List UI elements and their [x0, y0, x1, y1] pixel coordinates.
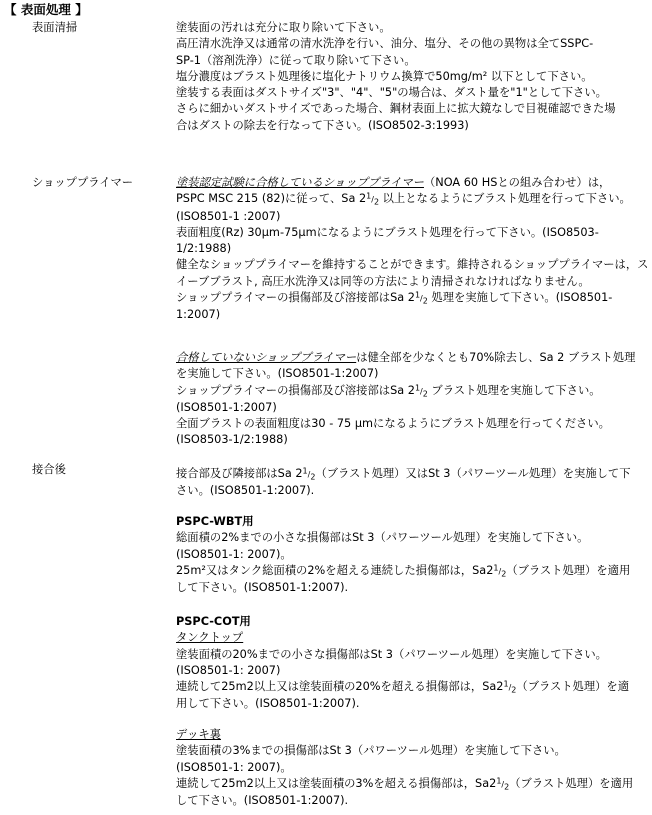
text-line: さい。(ISO8501-1:2007). — [176, 484, 315, 498]
certified-primer-heading: 塗装認定試験に合格しているショッププライマー — [176, 176, 424, 189]
text-fragment: （ブラスト処理）を適用 — [509, 776, 634, 790]
text-line: 塗装面積の20%までの小さな損傷部はSt 3（パワーツール処理）を実施して下さい。 — [176, 647, 607, 661]
uncertified-primer-heading: 合格していないショッププライマー — [176, 351, 357, 364]
text-line: 用して下さい。(ISO8501-1:2007). — [176, 697, 360, 711]
shop-primer-uncertified-text — [176, 350, 644, 449]
deck-back-subheading: デッキ裏 — [176, 728, 221, 741]
text-fragment: は健全部を少なくとも70%除去し、Sa 2 ブラスト処理 — [356, 351, 636, 364]
after-joining-text — [176, 466, 644, 500]
fraction-half: $^1/_2$ — [496, 776, 510, 792]
surface-cleaning-text — [176, 20, 644, 134]
text-line: イーブブラスト, 高圧水洗浄又は同等の方法により清掃されなければなりません。 — [176, 274, 590, 288]
text-line: 塗装する表面はダストサイズ"3"、"4"、"5"の場合は、ダスト量を"1"として下さい。 — [176, 86, 607, 100]
text-fragment: ブラスト処理を実施して下さい。 — [427, 383, 601, 397]
text-line: 合はダストの除去を行なって下さい。(ISO8502-3:1993) — [176, 118, 469, 132]
shop-primer-certified-text — [176, 175, 649, 324]
label-after-joining: 接合後 — [32, 463, 66, 476]
fraction-half: $^1/_2$ — [493, 563, 507, 579]
text-fragment: 接合部及び隣接部はSa 2 — [176, 467, 303, 480]
pspc-cot-section — [176, 614, 644, 713]
pspc-wbt-section — [176, 514, 644, 596]
text-line: (ISO8501-1: 2007)。 — [176, 760, 292, 774]
fraction-half: $^1/_2$ — [366, 191, 380, 207]
text-line: (ISO8503-1/2:1988) — [176, 433, 288, 447]
pspc-cot-heading: PSPC-COT用 — [176, 615, 251, 628]
fraction-half: $^1/_2$ — [503, 679, 517, 695]
text-line: を実施して下さい。(ISO8501-1:2007) — [176, 367, 379, 381]
text-line: して下さい。(ISO8501-1:2007). — [176, 794, 349, 808]
text-line: 総面積の2%までの小さな損傷部はSt 3（パワーツール処理）を実施して下さい。 — [176, 531, 589, 545]
text-line: 高圧清水洗浄又は通常の清水洗浄を行い、油分、塩分、その他の異物は全てSSPC- — [176, 37, 594, 51]
text-line: 1/2:1988) — [176, 242, 232, 256]
text-fragment: （ブラスト処理）を適用 — [506, 563, 631, 577]
text-line: 塩分濃度はブラスト処理後に塩化ナトリウム換算で50mg/m² 以下として下さい。 — [176, 69, 593, 83]
fraction-half: $^1/_2$ — [414, 382, 428, 399]
text-line: 1:2007) — [176, 308, 221, 322]
fraction-half: $^1/_2$ — [414, 290, 428, 306]
text-line: 塗装面積の3%までの損傷部はSt 3（パワーツール処理）を実施して下さい。 — [176, 744, 566, 758]
text-line: して下さい。(ISO8501-1:2007). — [176, 581, 349, 595]
text-line: 表面粗度(Rz) 30μm-75μmになるようにブラスト処理を行って下さい。(ISO8503- — [176, 225, 599, 239]
label-shop-primer: ショッププライマー — [32, 176, 134, 189]
text-fragment: 処理を実施して下さい。(ISO8501- — [427, 291, 613, 305]
text-fragment: 連続して25m2以上又は塗装面積の20%を超える損傷部は，Sa2 — [176, 680, 504, 694]
text-line: (ISO8501-1:2007) — [176, 400, 277, 414]
deck-back-section — [176, 727, 644, 809]
text-line: SP-1（溶剤洗浄）に従って取り除いて下さい。 — [176, 53, 416, 67]
text-fragment: 以上となるようにブラスト処理を行って下さい。 — [379, 192, 631, 206]
text-fragment: PSPC MSC 215 (82)に従って、Sa 2 — [176, 192, 367, 206]
text-line: (ISO8501-1: 2007)。 — [176, 547, 292, 561]
label-surface-cleaning: 表面清掃 — [32, 21, 78, 34]
text-line: (ISO8501-1: 2007) — [176, 663, 281, 677]
fraction-half: $^1/_2$ — [302, 466, 316, 482]
text-line: (ISO8501-1 :2007) — [176, 209, 281, 223]
text-fragment: （ブラスト処理）又はSt 3（パワーツール処理）を実施して下 — [315, 467, 631, 480]
text-fragment: 25m²又はタンク総面積の2%を超える連続した損傷部は，Sa2 — [176, 563, 494, 577]
text-line: 全面ブラストの表面粗度は30 - 75 μmになるようにブラスト処理を行ってください。 — [176, 417, 610, 431]
text-line: 塗装面の汚れは充分に取り除いて下さい。 — [176, 21, 391, 34]
text-fragment: 連続して25m2以上又は塗装面積の3%を超える損傷部は，Sa2 — [176, 776, 497, 790]
text-line: さらに細かいダストサイズであった場合、鋼材表面上に拡大鏡なしで目視確認できた場 — [176, 102, 616, 116]
text-fragment: （ブラスト処理）を適 — [516, 680, 630, 694]
text-fragment: （NOA 60 HSとの組み合わせ）は， — [423, 176, 611, 189]
pspc-wbt-heading: PSPC-WBT用 — [176, 515, 254, 528]
text-line: 健全なショッププライマーを維持することができます。維持されるショッププライマーは，ス — [176, 258, 649, 272]
text-fragment: ショッププライマーの損傷部及び溶接部はSa 2 — [176, 383, 415, 397]
tank-top-subheading: タンクトップ — [176, 631, 244, 645]
text-fragment: ショッププライマーの損傷部及び溶接部はSa 2 — [176, 291, 415, 305]
section-title: 【 表面処理 】 — [4, 2, 88, 17]
